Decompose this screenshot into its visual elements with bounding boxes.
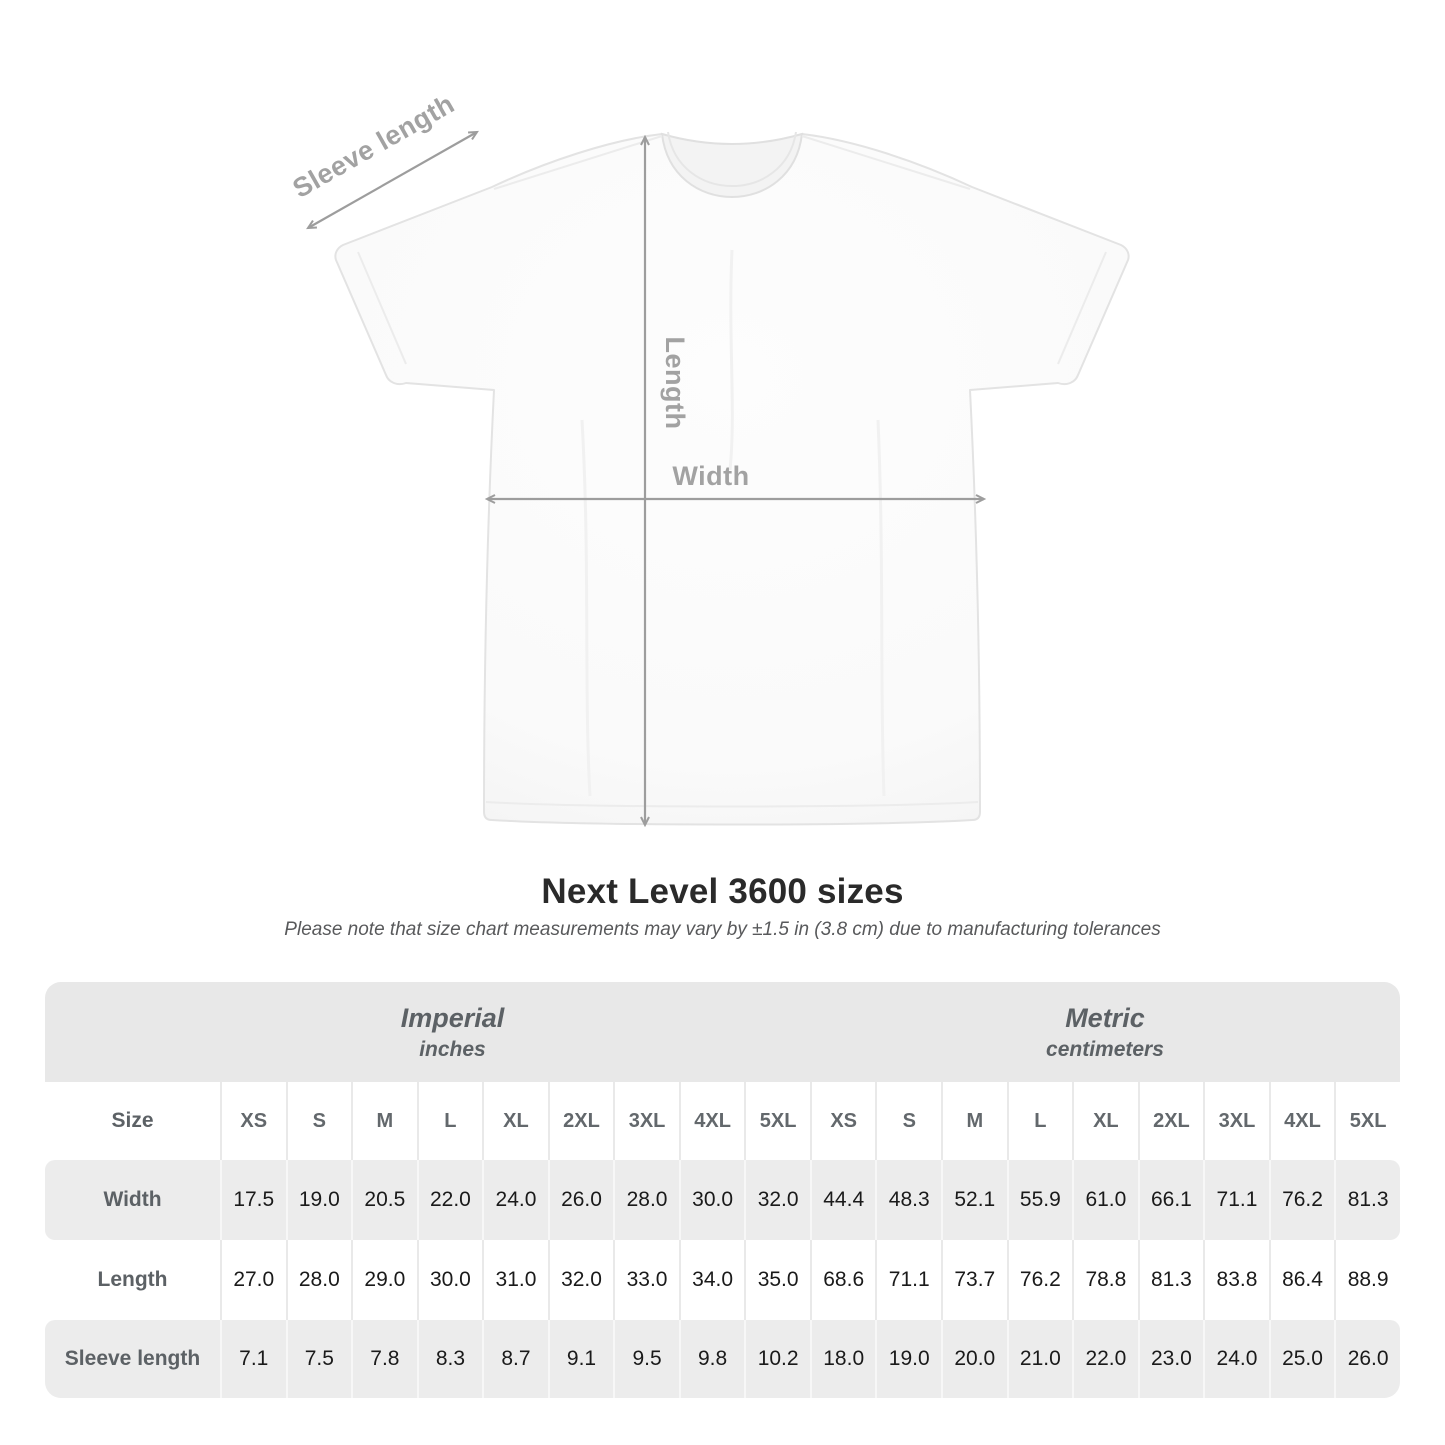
width-value-cell: 28.0 (613, 1160, 679, 1240)
table-row-sleeve-length (45, 1320, 1400, 1398)
sleeve-value-cell: 7.5 (286, 1320, 352, 1398)
size-header-cell: XS (220, 1082, 286, 1160)
sleeve-value-cell: 26.0 (1334, 1320, 1400, 1398)
size-header-cell: L (1007, 1082, 1073, 1160)
sleeve-value-cell: 8.7 (482, 1320, 548, 1398)
length-value-cell: 33.0 (613, 1240, 679, 1320)
width-value-cell: 30.0 (679, 1160, 745, 1240)
size-column-label: Size (45, 1082, 220, 1160)
width-value-cell: 19.0 (286, 1160, 352, 1240)
width-value-cell: 20.5 (351, 1160, 417, 1240)
length-value-cell: 27.0 (220, 1240, 286, 1320)
sleeve-value-cell: 18.0 (810, 1320, 876, 1398)
width-value-cell: 26.0 (548, 1160, 614, 1240)
sleeve-value-cell: 19.0 (875, 1320, 941, 1398)
size-header-cell: 3XL (1203, 1082, 1269, 1160)
title-block (0, 872, 1445, 941)
length-value-cell: 71.1 (875, 1240, 941, 1320)
page-title: Next Level 3600 sizes (541, 872, 904, 911)
width-label: Width (672, 461, 750, 491)
sleeve-value-cell: 9.1 (548, 1320, 614, 1398)
size-header-cell: S (875, 1082, 941, 1160)
imperial-label: Imperial (400, 1002, 505, 1033)
row-label-sleeve-length: Sleeve length (45, 1320, 220, 1398)
size-header-cell: 4XL (1269, 1082, 1335, 1160)
sleeve-length-label: Sleeve length (287, 90, 460, 204)
sleeve-value-cell: 22.0 (1072, 1320, 1138, 1398)
width-value-cell: 17.5 (220, 1160, 286, 1240)
size-table (45, 982, 1400, 1398)
width-value-cell: 61.0 (1072, 1160, 1138, 1240)
row-label-length: Length (45, 1240, 220, 1320)
sleeve-value-cell: 10.2 (744, 1320, 810, 1398)
sleeve-value-cell: 7.8 (351, 1320, 417, 1398)
length-value-cell: 31.0 (482, 1240, 548, 1320)
length-value-cell: 35.0 (744, 1240, 810, 1320)
unit-header-imperial (45, 982, 810, 1082)
width-value-cell: 71.1 (1203, 1160, 1269, 1240)
sleeve-value-cell: 7.1 (220, 1320, 286, 1398)
metric-unit-label: centimeters (1046, 1037, 1164, 1061)
size-header-cell: 4XL (679, 1082, 745, 1160)
width-value-cell: 32.0 (744, 1160, 810, 1240)
size-header-cell: XL (482, 1082, 548, 1160)
width-value-cell: 55.9 (1007, 1160, 1073, 1240)
width-value-cell: 66.1 (1138, 1160, 1204, 1240)
table-row-length (45, 1240, 1400, 1320)
width-value-cell: 22.0 (417, 1160, 483, 1240)
length-label: Length (660, 336, 690, 430)
length-value-cell: 29.0 (351, 1240, 417, 1320)
sleeve-value-cell: 20.0 (941, 1320, 1007, 1398)
size-header-cell: 3XL (613, 1082, 679, 1160)
size-header-cell: 2XL (1138, 1082, 1204, 1160)
sleeve-value-cell: 24.0 (1203, 1320, 1269, 1398)
sleeve-value-cell: 9.5 (613, 1320, 679, 1398)
length-value-cell: 68.6 (810, 1240, 876, 1320)
width-value-cell: 44.4 (810, 1160, 876, 1240)
tshirt-measurement-diagram (270, 90, 1140, 850)
length-value-cell: 78.8 (1072, 1240, 1138, 1320)
width-value-cell: 48.3 (875, 1160, 941, 1240)
length-value-cell: 73.7 (941, 1240, 1007, 1320)
length-value-cell: 76.2 (1007, 1240, 1073, 1320)
size-table-container (45, 982, 1400, 1398)
length-value-cell: 86.4 (1269, 1240, 1335, 1320)
size-header-cell: 2XL (548, 1082, 614, 1160)
page-subtitle: Please note that size chart measurements may vary by ±1.5 in (3.8 cm) due to manufacturing tolerances (284, 919, 1161, 940)
unit-header-row (45, 982, 1400, 1082)
row-label-width: Width (45, 1160, 220, 1240)
length-value-cell: 30.0 (417, 1240, 483, 1320)
sleeve-value-cell: 9.8 (679, 1320, 745, 1398)
sleeve-value-cell: 23.0 (1138, 1320, 1204, 1398)
metric-label: Metric (1065, 1002, 1145, 1033)
width-value-cell: 24.0 (482, 1160, 548, 1240)
width-value-cell: 76.2 (1269, 1160, 1335, 1240)
tshirt-illustration (270, 90, 1140, 850)
table-row-width (45, 1160, 1400, 1240)
size-header-cell: XS (810, 1082, 876, 1160)
size-header-cell: M (941, 1082, 1007, 1160)
length-value-cell: 81.3 (1138, 1240, 1204, 1320)
imperial-unit-label: inches (419, 1037, 486, 1061)
size-header-cell: 5XL (1334, 1082, 1400, 1160)
width-value-cell: 52.1 (941, 1160, 1007, 1240)
sleeve-value-cell: 8.3 (417, 1320, 483, 1398)
sleeve-value-cell: 21.0 (1007, 1320, 1073, 1398)
size-header-cell: S (286, 1082, 352, 1160)
sleeve-value-cell: 25.0 (1269, 1320, 1335, 1398)
length-value-cell: 34.0 (679, 1240, 745, 1320)
width-value-cell: 81.3 (1334, 1160, 1400, 1240)
length-value-cell: 88.9 (1334, 1240, 1400, 1320)
length-value-cell: 32.0 (548, 1240, 614, 1320)
size-header-cell: M (351, 1082, 417, 1160)
length-value-cell: 83.8 (1203, 1240, 1269, 1320)
size-header-cell: L (417, 1082, 483, 1160)
length-value-cell: 28.0 (286, 1240, 352, 1320)
unit-header-metric (810, 982, 1400, 1082)
size-header-row (45, 1082, 1400, 1160)
size-header-cell: 5XL (744, 1082, 810, 1160)
size-header-cell: XL (1072, 1082, 1138, 1160)
